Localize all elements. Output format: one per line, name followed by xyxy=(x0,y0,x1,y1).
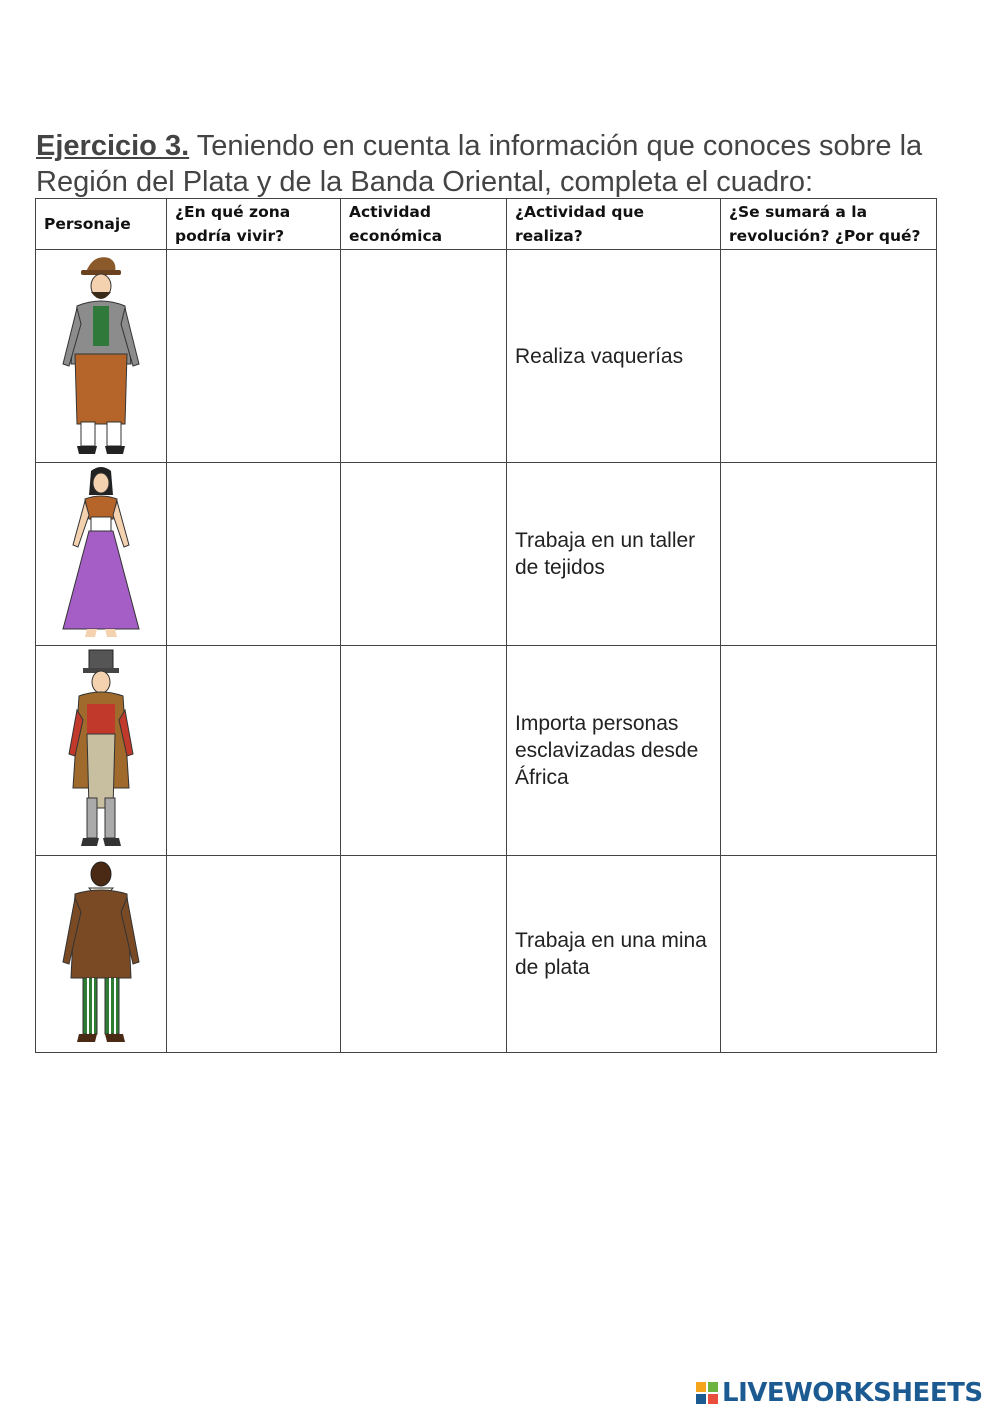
table-row xyxy=(36,250,937,463)
figure-cell xyxy=(36,250,167,463)
revolution-cell[interactable] xyxy=(721,463,937,646)
header-actividad-realiza: ¿Actividad que realiza? xyxy=(507,199,721,250)
figure-cell xyxy=(36,856,167,1053)
economic-activity-cell[interactable] xyxy=(341,856,507,1053)
figure-cell xyxy=(36,463,167,646)
economic-activity-cell[interactable] xyxy=(341,463,507,646)
revolution-cell[interactable] xyxy=(721,250,937,463)
revolution-cell[interactable] xyxy=(721,646,937,856)
economic-activity-cell[interactable] xyxy=(341,646,507,856)
activity-table xyxy=(35,198,937,1053)
activity-text: Realiza vaquerías xyxy=(507,250,721,463)
exercise-instructions: Teniendo en cuenta la información que conoces sobre la Región del Plata y de la Banda Oriental, completa el cuadro: xyxy=(36,130,923,198)
revolution-cell[interactable] xyxy=(721,856,937,1053)
gaucho-figure xyxy=(51,254,151,459)
header-revolucion: ¿Se sumará a la revolución? ¿Por qué? xyxy=(721,199,937,250)
exercise-heading xyxy=(36,128,976,200)
zone-cell[interactable] xyxy=(167,856,341,1053)
header-personaje: Personaje xyxy=(36,199,167,250)
exercise-label: Ejercicio 3. xyxy=(36,130,190,162)
activity-text: Trabaja en una mina de plata xyxy=(507,856,721,1053)
header-zona: ¿En qué zona podría vivir? xyxy=(167,199,341,250)
activity-text: Trabaja en un taller de tejidos xyxy=(507,463,721,646)
table-header-row xyxy=(36,199,937,250)
zone-cell[interactable] xyxy=(167,646,341,856)
activity-text: Importa personas esclavizadas desde África xyxy=(507,646,721,856)
header-actividad-economica: Actividad económica xyxy=(341,199,507,250)
table-row xyxy=(36,856,937,1053)
table-row xyxy=(36,463,937,646)
zone-cell[interactable] xyxy=(167,463,341,646)
brand-name: LIVEWORKSHEETS xyxy=(722,1378,983,1408)
economic-activity-cell[interactable] xyxy=(341,250,507,463)
miner-figure xyxy=(51,858,151,1050)
liveworksheets-brand xyxy=(696,1378,983,1408)
woman-purple-dress-figure xyxy=(51,465,151,643)
table-row xyxy=(36,646,937,856)
merchant-top-hat-figure xyxy=(51,648,151,853)
liveworksheets-logo-icon xyxy=(696,1382,718,1404)
figure-cell xyxy=(36,646,167,856)
zone-cell[interactable] xyxy=(167,250,341,463)
